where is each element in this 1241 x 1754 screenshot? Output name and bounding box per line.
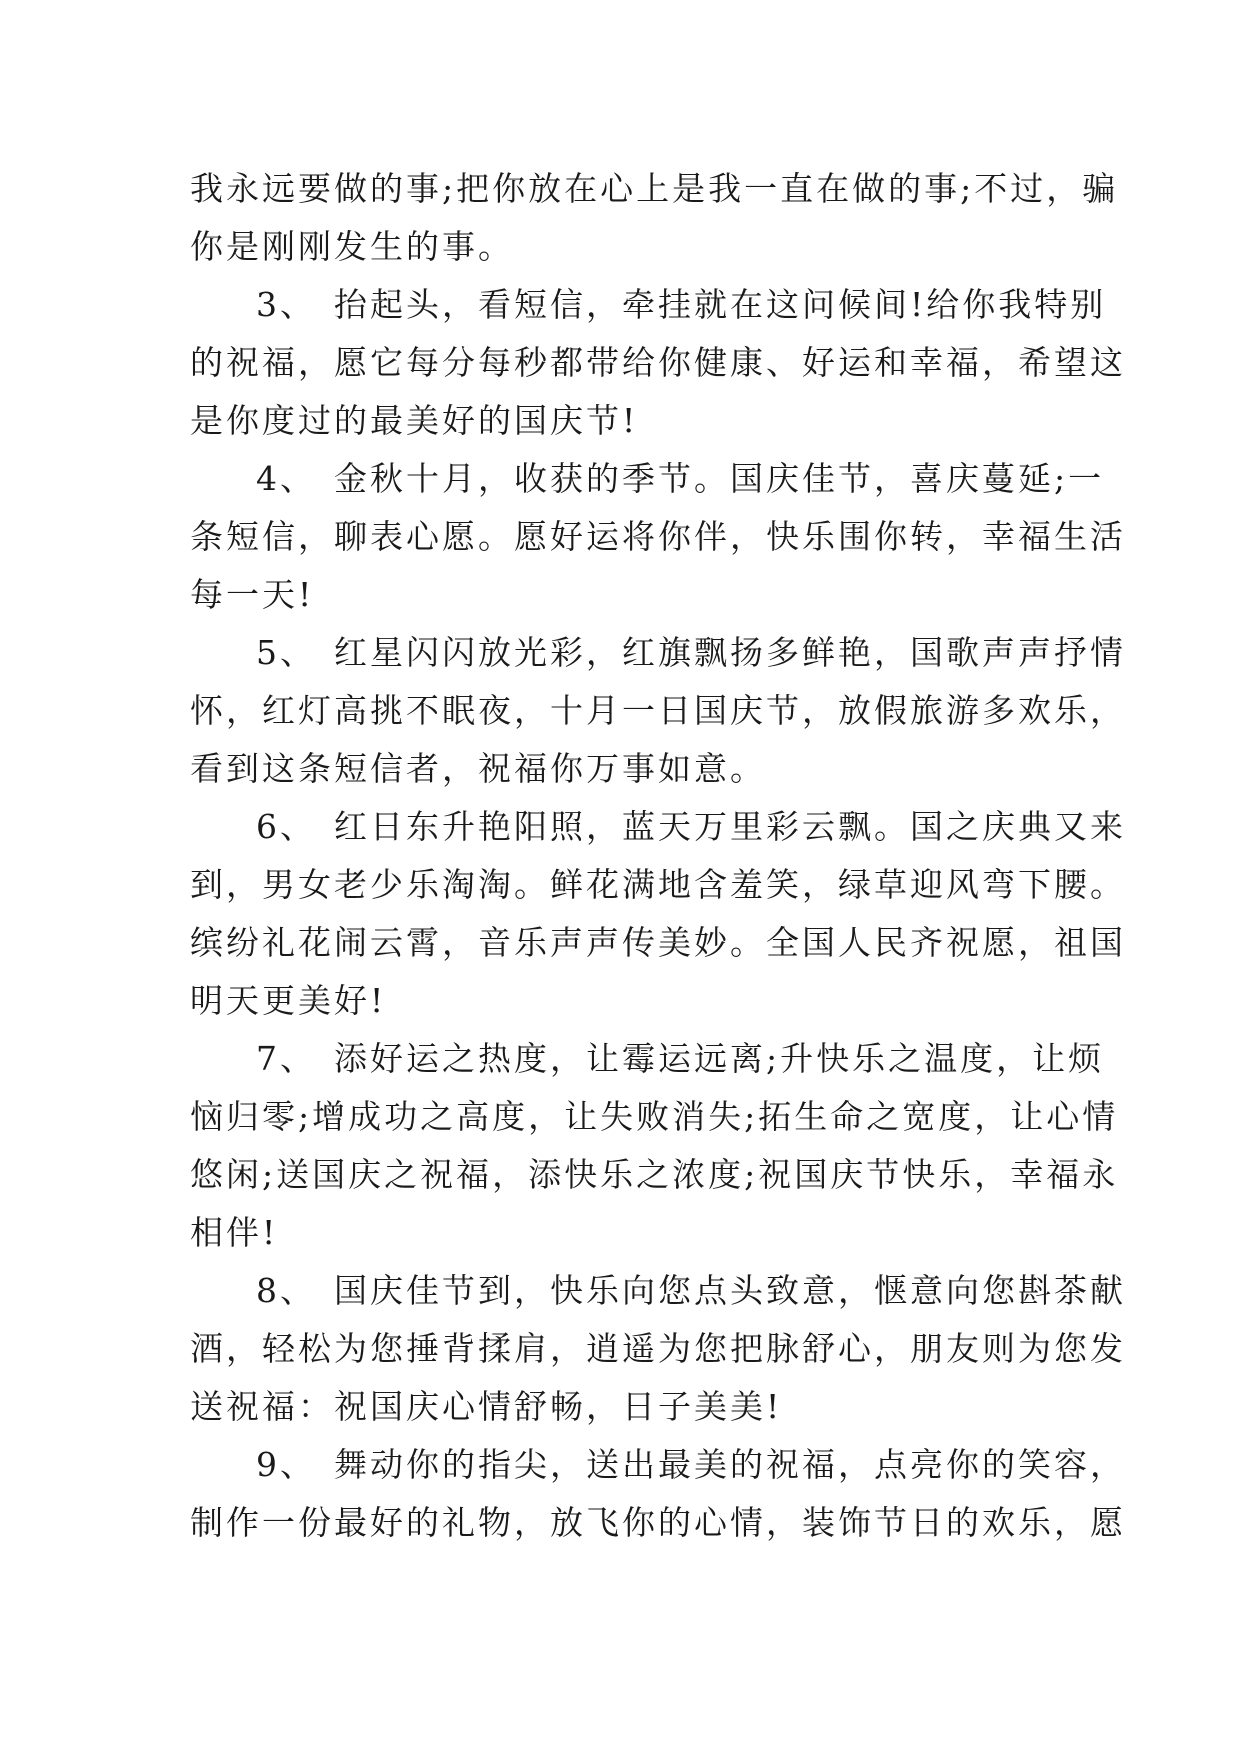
line-text: 的祝福，愿它每分每秒都带给你健康、好运和幸福，希望这 bbox=[190, 343, 1126, 382]
line-text: 看到这条短信者，祝福你万事如意。 bbox=[190, 749, 766, 788]
text-line bbox=[190, 160, 1119, 218]
text-line bbox=[190, 624, 1126, 682]
line-text: 到，男女老少乐淘淘。鲜花满地含羞笑，绿草迎风弯下腰。 bbox=[190, 865, 1126, 904]
text-line bbox=[190, 1320, 1126, 1378]
text-line bbox=[190, 276, 1107, 334]
text-line bbox=[190, 682, 1126, 740]
text-line bbox=[190, 508, 1126, 566]
item-number: 6、 bbox=[256, 807, 316, 846]
line-text: 添好运之热度，让霉运远离;升快乐之温度，让烦 bbox=[334, 1039, 1105, 1078]
line-text: 恼归零;增成功之高度，让失败消失;拓生命之宽度，让心情 bbox=[190, 1097, 1119, 1136]
text-line bbox=[190, 1030, 1105, 1088]
item-number: 7、 bbox=[256, 1039, 316, 1078]
line-text: 怀，红灯高挑不眠夜，十月一日国庆节，放假旅游多欢乐， bbox=[190, 691, 1126, 730]
text-line bbox=[190, 1204, 1060, 1262]
line-text: 条短信，聊表心愿。愿好运将你伴，快乐围你转，幸福生活 bbox=[190, 517, 1126, 556]
item-number: 9、 bbox=[256, 1445, 316, 1484]
text-line bbox=[190, 566, 1060, 624]
item-number: 3、 bbox=[256, 285, 316, 324]
line-text: 相伴! bbox=[190, 1213, 279, 1252]
line-text: 红日东升艳阳照，蓝天万里彩云飘。国之庆典又来 bbox=[334, 807, 1126, 846]
text-line bbox=[190, 392, 1060, 450]
text-line bbox=[190, 856, 1126, 914]
line-text: 国庆佳节到，快乐向您点头致意，惬意向您斟茶献 bbox=[334, 1271, 1126, 1310]
text-line bbox=[190, 972, 1060, 1030]
line-text: 明天更美好! bbox=[190, 981, 387, 1020]
line-text: 红星闪闪放光彩，红旗飘扬多鲜艳，国歌声声抒情 bbox=[334, 633, 1126, 672]
item-number: 8、 bbox=[256, 1271, 316, 1310]
line-text: 是你度过的最美好的国庆节! bbox=[190, 401, 639, 440]
text-line bbox=[190, 1494, 1126, 1552]
line-text: 你是刚刚发生的事。 bbox=[190, 227, 514, 266]
line-text: 我永远要做的事;把你放在心上是我一直在做的事;不过，骗 bbox=[190, 169, 1119, 208]
line-text: 抬起头，看短信，牵挂就在这问候间!给你我特别 bbox=[334, 285, 1107, 324]
text-line bbox=[190, 1378, 1060, 1436]
text-line bbox=[190, 334, 1126, 392]
text-line bbox=[190, 1146, 1119, 1204]
item-number: 5、 bbox=[256, 633, 316, 672]
text-line bbox=[190, 218, 1060, 276]
line-text: 缤纷礼花闹云霄，音乐声声传美妙。全国人民齐祝愿，祖国 bbox=[190, 923, 1126, 962]
text-line bbox=[190, 798, 1126, 856]
line-text: 酒，轻松为您捶背揉肩，逍遥为您把脉舒心，朋友则为您发 bbox=[190, 1329, 1126, 1368]
line-text: 制作一份最好的礼物，放飞你的心情，装饰节日的欢乐，愿 bbox=[190, 1503, 1126, 1542]
text-line bbox=[190, 914, 1126, 972]
text-line bbox=[190, 450, 1105, 508]
line-text: 舞动你的指尖，送出最美的祝福，点亮你的笑容， bbox=[334, 1445, 1126, 1484]
line-text: 金秋十月，收获的季节。国庆佳节，喜庆蔓延;一 bbox=[334, 459, 1105, 498]
line-text: 悠闲;送国庆之祝福，添快乐之浓度;祝国庆节快乐，幸福永 bbox=[190, 1155, 1119, 1194]
item-number: 4、 bbox=[256, 459, 316, 498]
line-text: 每一天! bbox=[190, 575, 315, 614]
text-line bbox=[190, 1088, 1119, 1146]
text-line bbox=[190, 1436, 1126, 1494]
line-text: 送祝福：祝国庆心情舒畅，日子美美! bbox=[190, 1387, 783, 1426]
text-line bbox=[190, 740, 1060, 798]
text-line bbox=[190, 1262, 1126, 1320]
document-body bbox=[190, 160, 1126, 1552]
